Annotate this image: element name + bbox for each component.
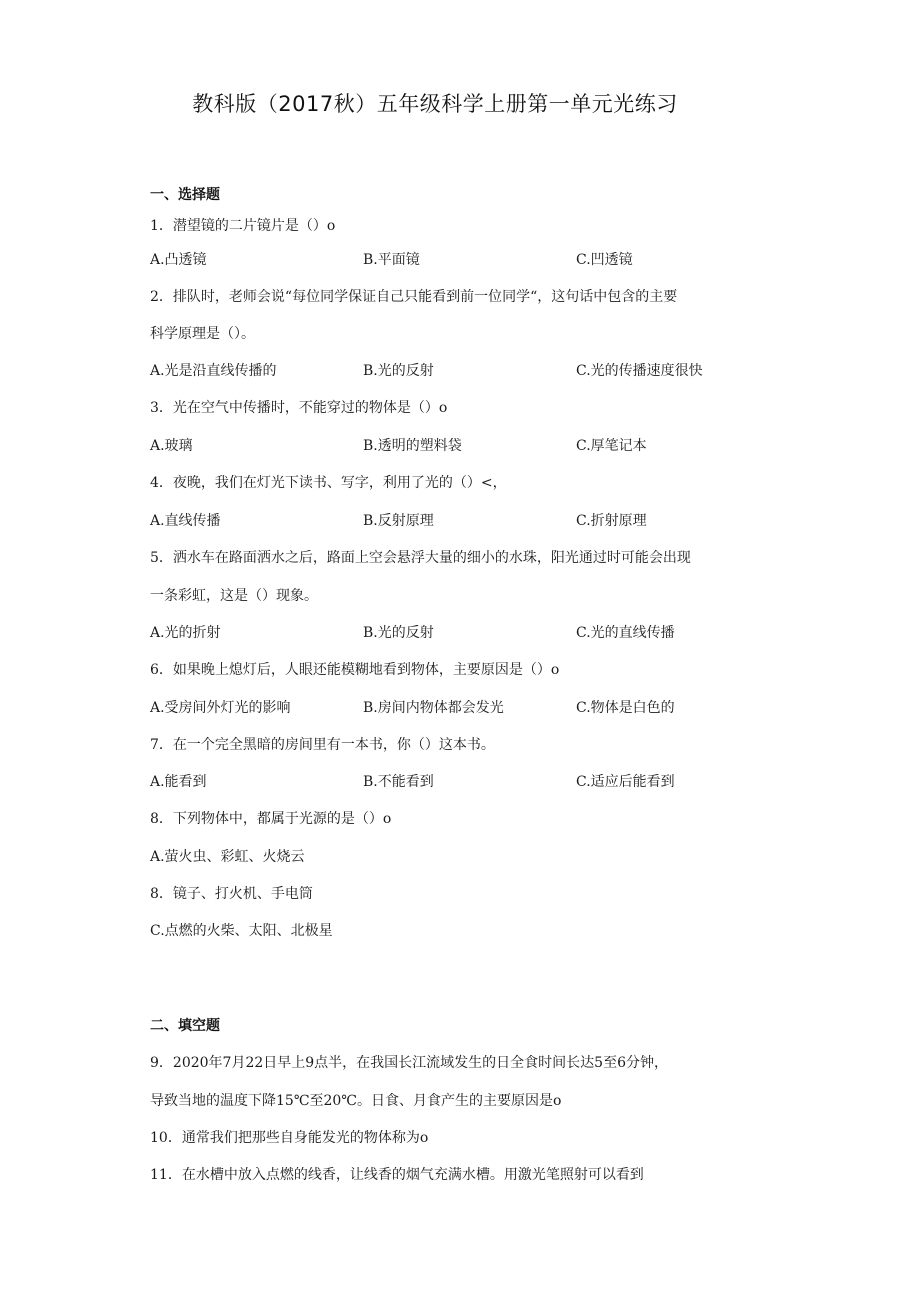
q5-option-a: A.光的折射 — [150, 625, 221, 641]
section-heading-choice: 一、选择题 — [150, 187, 220, 203]
q3-option-c: C.厚笔记本 — [576, 438, 647, 454]
q4-option-a: A.直线传播 — [150, 513, 221, 529]
q2-option-b: B.光的反射 — [363, 363, 434, 379]
question-5-line-2: 一条彩虹，这是（）现象。 — [150, 588, 318, 604]
question-1: 1．潜望镜的二片镜片是（）o — [150, 218, 336, 234]
question-11: 11．在水槽中放入点燃的线香，让线香的烟气充满水槽。用激光笔照射可以看到 — [150, 1167, 644, 1183]
question-9-line-1: 9．2020年7月22日早上9点半，在我国长江流域发生的日全食时间长达5至6分钟， — [150, 1055, 668, 1071]
question-9-line-2: 导致当地的温度下降15℃至20℃。日食、月食产生的主要原因是o — [150, 1093, 562, 1109]
q6-option-c: C.物体是白色的 — [576, 700, 675, 716]
question-3: 3．光在空气中传播时，不能穿过的物体是（）o — [150, 400, 448, 416]
q8-option-c: C.点燃的火柴、太阳、北极星 — [150, 923, 333, 939]
question-2-line-2: 科学原理是（）。 — [150, 326, 255, 342]
q8-option-a: A.萤火虫、彩虹、火烧云 — [150, 849, 305, 865]
question-2-line-1: 2．排队时，老师会说“每位同学保证自己只能看到前一位同学“，这句话中包含的主要 — [150, 289, 678, 305]
q6-option-a: A.受房间外灯光的影响 — [150, 700, 291, 716]
q3-option-a: A.玻璃 — [150, 438, 193, 454]
question-10: 10．通常我们把那些自身能发光的物体称为o — [150, 1130, 429, 1146]
question-7: 7．在一个完全黑暗的房间里有一本书，你（）这本书。 — [150, 737, 495, 753]
q8-option-b: 8．镜子、打火机、手电筒 — [150, 886, 313, 902]
q2-option-a: A.光是沿直线传播的 — [150, 363, 277, 379]
q4-option-c: C.折射原理 — [576, 513, 647, 529]
q1-option-c: C.凹透镜 — [576, 252, 633, 268]
q7-option-a: A.能看到 — [150, 774, 207, 790]
q1-option-b: B.平面镜 — [363, 252, 420, 268]
q4-option-b: B.反射原理 — [363, 513, 434, 529]
question-8: 8．下列物体中，都属于光源的是（）o — [150, 811, 392, 827]
q7-option-c: C.适应后能看到 — [576, 774, 675, 790]
q2-option-c: C.光的传播速度很快 — [576, 363, 703, 379]
question-6: 6．如果晚上熄灯后，人眼还能模糊地看到物体，主要原因是（）o — [150, 662, 560, 678]
q3-option-b: B.透明的塑料袋 — [363, 438, 462, 454]
page-title: 教科版（2017秋）五年级科学上册第一单元光练习 — [192, 92, 678, 116]
q5-option-c: C.光的直线传播 — [576, 625, 675, 641]
q6-option-b: B.房间内物体都会发光 — [363, 700, 504, 716]
q7-option-b: B.不能看到 — [363, 774, 434, 790]
q5-option-b: B.光的反射 — [363, 625, 434, 641]
q1-option-a: A.凸透镜 — [150, 252, 207, 268]
section-heading-fill: 二、填空题 — [150, 1018, 220, 1034]
question-5-line-1: 5．洒水车在路面洒水之后，路面上空会悬浮大量的细小的水珠，阳光通过时可能会出现 — [150, 550, 691, 566]
question-4: 4．夜晚，我们在灯光下读书、写字，利用了光的（）<， — [150, 475, 507, 491]
